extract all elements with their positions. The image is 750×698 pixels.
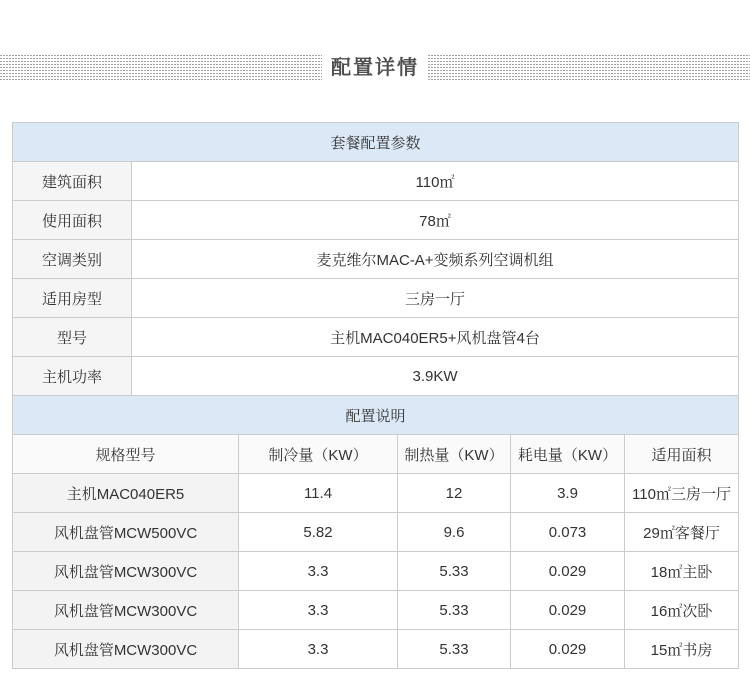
params-table-header: 套餐配置参数: [13, 123, 739, 162]
col-header-power: 耗电量（KW）: [511, 435, 625, 474]
spec-cooling: 11.4: [239, 474, 398, 513]
param-value: 麦克维尔MAC-A+变频系列空调机组: [132, 240, 739, 279]
spec-heating: 9.6: [398, 513, 511, 552]
table-row: [13, 591, 739, 630]
spec-power: 0.029: [511, 552, 625, 591]
col-header-cooling: 制冷量（KW）: [239, 435, 398, 474]
spec-area: 29㎡客餐厅: [625, 513, 739, 552]
col-header-heating: 制热量（KW）: [398, 435, 511, 474]
spec-area: 18㎡主卧: [625, 552, 739, 591]
spec-power: 0.073: [511, 513, 625, 552]
spec-heating: 5.33: [398, 552, 511, 591]
spec-power: 0.029: [511, 591, 625, 630]
dotted-divider-left: [0, 55, 322, 82]
param-label: 型号: [13, 318, 132, 357]
page-title: 配置详情: [331, 56, 419, 79]
col-header-model: 规格型号: [13, 435, 239, 474]
table-row: [13, 513, 739, 552]
table-row: [13, 474, 739, 513]
table-row: [13, 630, 739, 669]
spec-table: [12, 395, 739, 669]
param-label: 空调类别: [13, 240, 132, 279]
dotted-divider-right: [428, 55, 750, 82]
table-row: [13, 318, 739, 357]
param-label: 适用房型: [13, 279, 132, 318]
spec-area: 16㎡次卧: [625, 591, 739, 630]
spec-area: 15㎡书房: [625, 630, 739, 669]
table-row: [13, 240, 739, 279]
param-label: 建筑面积: [13, 162, 132, 201]
spec-heating: 5.33: [398, 591, 511, 630]
table-row: [13, 552, 739, 591]
spec-cooling: 3.3: [239, 630, 398, 669]
param-value: 主机MAC040ER5+风机盘管4台: [132, 318, 739, 357]
spec-table-header: 配置说明: [13, 396, 739, 435]
spec-model: 风机盘管MCW300VC: [13, 630, 239, 669]
spec-model: 风机盘管MCW300VC: [13, 552, 239, 591]
param-label: 使用面积: [13, 201, 132, 240]
spec-area: 110㎡三房一厅: [625, 474, 739, 513]
spec-model: 风机盘管MCW300VC: [13, 591, 239, 630]
col-header-area: 适用面积: [625, 435, 739, 474]
table-row: [13, 123, 739, 162]
table-row: [13, 396, 739, 435]
table-row: [13, 357, 739, 396]
spec-model: 风机盘管MCW500VC: [13, 513, 239, 552]
table-row: [13, 279, 739, 318]
package-params-table: [12, 122, 739, 396]
param-label: 主机功率: [13, 357, 132, 396]
spec-heating: 5.33: [398, 630, 511, 669]
spec-power: 3.9: [511, 474, 625, 513]
spec-cooling: 3.3: [239, 552, 398, 591]
spec-heating: 12: [398, 474, 511, 513]
table-header-row: [13, 435, 739, 474]
spec-cooling: 5.82: [239, 513, 398, 552]
table-row: [13, 201, 739, 240]
spec-power: 0.029: [511, 630, 625, 669]
param-value: 110㎡: [132, 162, 739, 201]
spec-cooling: 3.3: [239, 591, 398, 630]
param-value: 三房一厅: [132, 279, 739, 318]
param-value: 3.9KW: [132, 357, 739, 396]
config-tables: [12, 122, 738, 669]
param-value: 78㎡: [132, 201, 739, 240]
spec-model: 主机MAC040ER5: [13, 474, 239, 513]
section-title-band: [0, 54, 750, 82]
table-row: [13, 162, 739, 201]
